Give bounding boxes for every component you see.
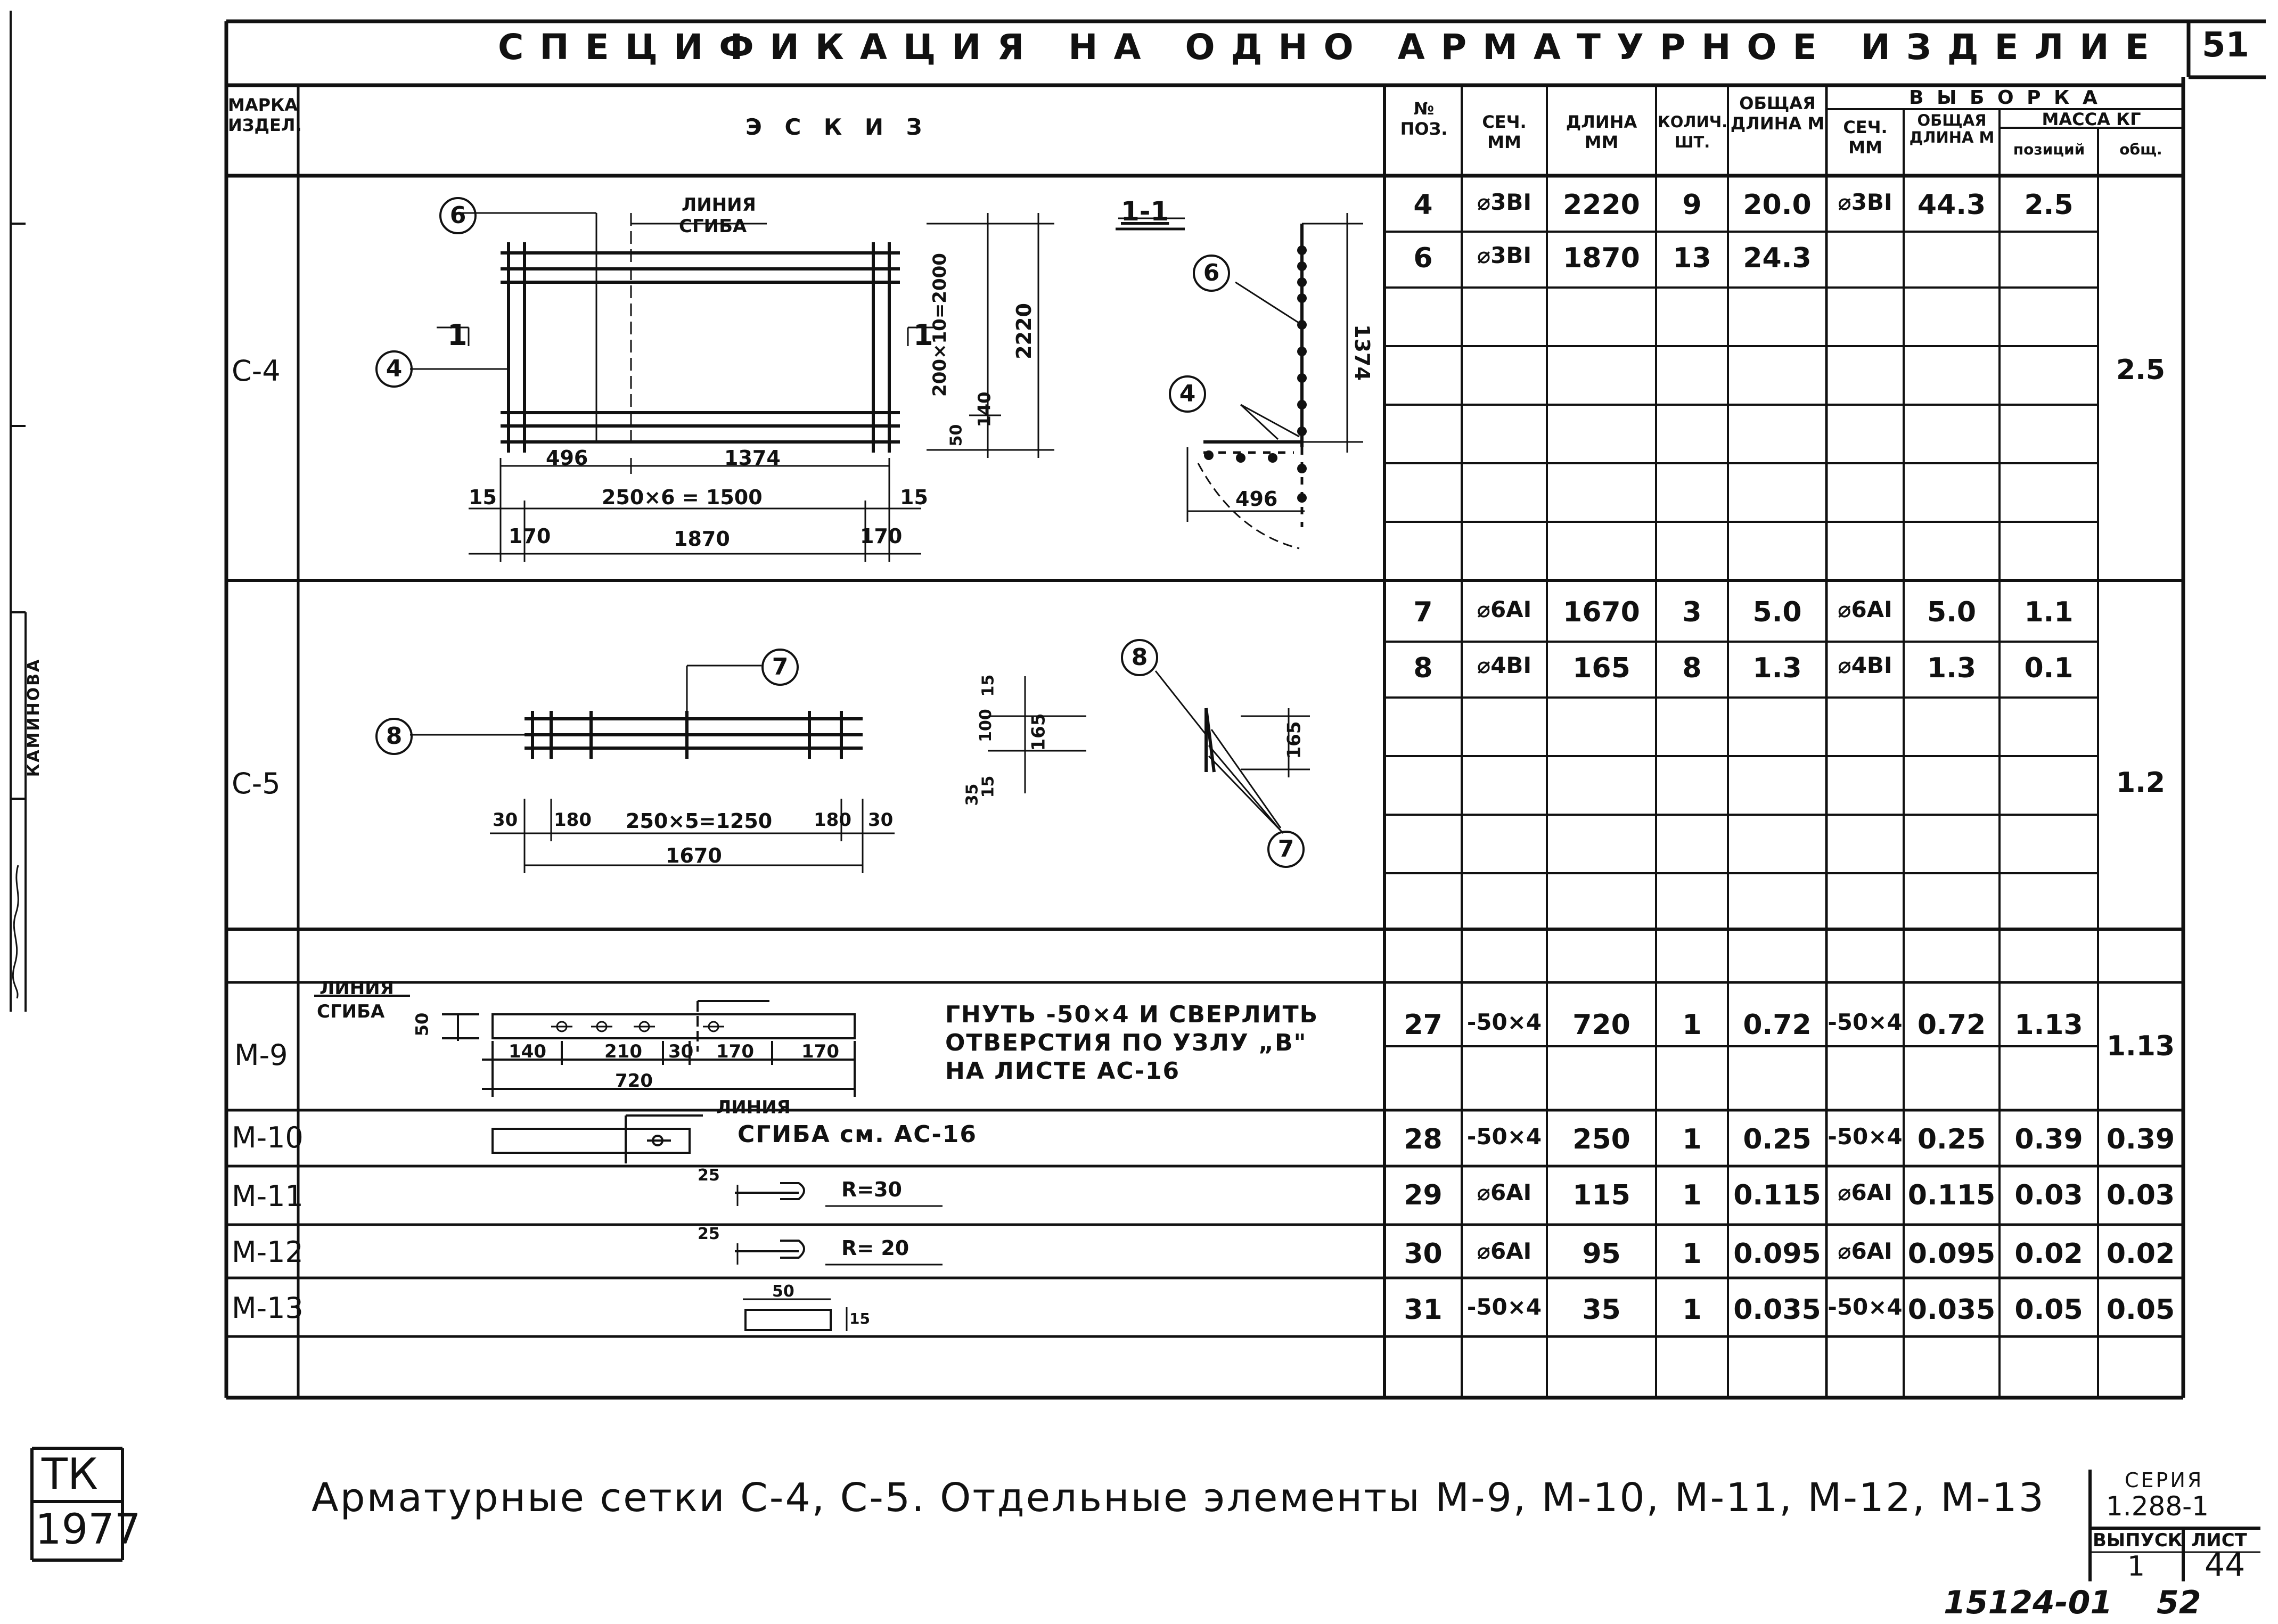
footer-page: 52 (2157, 1584, 2201, 1621)
row-7-mass-obsh: 0.03 (2106, 1179, 2175, 1211)
mass-total-c5: 1.2 (2116, 767, 2166, 799)
mark-m10: М-10 (232, 1121, 304, 1154)
row-5-poz: 27 (1404, 1009, 1443, 1041)
c5-dim-35: 35 (963, 783, 982, 806)
c4-line-label-1: ЛИНИЯ (682, 194, 756, 216)
mark-m11: М-11 (232, 1179, 304, 1213)
c4-section-bubble-4: 4 (1169, 375, 1206, 413)
row-5-dlina: 720 (1572, 1009, 1630, 1041)
row-4-dlina: 165 (1572, 652, 1630, 684)
c4-sec-496: 496 (1235, 487, 1278, 511)
tb-org-2: 1977 (35, 1506, 141, 1554)
tb-org-1: ТК (42, 1449, 98, 1499)
spec-title: СПЕЦИФИКАЦИЯ НА ОДНО АРМАТУРНОЕ ИЗДЕЛИЕ (498, 27, 2165, 68)
c5-dim-180-left: 180 (554, 809, 592, 831)
row-4-mass-poz: 0.1 (2024, 652, 2074, 684)
tb-issue-label: ВЫПУСК (2093, 1530, 2183, 1551)
row-6-mass-obsh: 0.39 (2106, 1123, 2175, 1155)
row-6-obsh: 0.25 (1743, 1123, 1812, 1155)
tb-sheet-value: 44 (2205, 1547, 2246, 1584)
c4-bubble-4: 4 (375, 350, 413, 388)
row-8-v-obsh: 0.095 (1907, 1238, 1996, 1270)
row-6-v-sech: -50×4 (1828, 1123, 1903, 1150)
header-dlina: ДЛИНА ММ (1566, 112, 1637, 152)
row-8-mass-obsh: 0.02 (2106, 1238, 2175, 1270)
row-9-mass-obsh: 0.05 (2106, 1294, 2175, 1326)
row-4-kol: 8 (1682, 652, 1702, 684)
row-3-obsh: 5.0 (1752, 596, 1802, 628)
row-5-kol: 1 (1682, 1009, 1702, 1041)
row-1-mass-poz: 2.5 (2024, 189, 2074, 221)
m9-dim-170-b: 170 (801, 1041, 839, 1062)
row-4-v-obsh: 1.3 (1927, 652, 1977, 684)
row-9-obsh: 0.035 (1733, 1294, 1821, 1326)
c4-dim-170-right: 170 (860, 524, 903, 548)
c5-section-bubble-7: 7 (1267, 831, 1305, 868)
row-8-kol: 1 (1682, 1238, 1702, 1270)
row-4-obsh: 1.3 (1752, 652, 1802, 684)
header-massa-obsh: общ. (2119, 141, 2162, 158)
row-8-dlina: 95 (1582, 1238, 1621, 1270)
sheet-corner-number: 51 (2202, 26, 2250, 65)
c5-section-bubble-8: 8 (1121, 639, 1158, 676)
m9-dim-210: 210 (604, 1041, 642, 1062)
c4-dim-250x6: 250×6 = 1500 (602, 486, 763, 509)
c4-dim-496: 496 (546, 446, 588, 470)
header-poz: № ПОЗ. (1400, 99, 1448, 139)
m12-radius: R= 20 (841, 1236, 909, 1260)
m9-dim-140: 140 (509, 1041, 546, 1062)
row-3-mass-poz: 1.1 (2024, 596, 2074, 628)
mark-m9: М-9 (234, 1038, 288, 1072)
m9-dim-30: 30 (668, 1041, 694, 1062)
m12-dim-25: 25 (698, 1225, 720, 1243)
m9-dim-50: 50 (412, 1012, 432, 1037)
row-1-v-sech: ⌀3ВⅠ (1838, 189, 1892, 215)
row-9-dlina: 35 (1582, 1294, 1621, 1326)
mark-m13: М-13 (232, 1291, 304, 1325)
m13-dim-15: 15 (849, 1310, 870, 1327)
row-4-v-sech: ⌀4ВⅠ (1838, 652, 1892, 678)
c5-dim-180-right: 180 (814, 809, 851, 831)
header-eskiz: Э С К И З (745, 114, 930, 140)
row-8-poz: 30 (1404, 1238, 1443, 1270)
mark-c4: С-4 (232, 354, 281, 388)
c5-dim-165: 165 (1028, 713, 1050, 751)
row-5-obsh: 0.72 (1743, 1009, 1812, 1041)
c5-section-dim-165: 165 (1283, 721, 1305, 759)
row-9-poz: 31 (1404, 1294, 1443, 1326)
footer-code: 15124-01 (1944, 1584, 2113, 1621)
row-6-sech: -50×4 (1466, 1123, 1542, 1150)
c4-dim-170-left: 170 (509, 524, 551, 548)
tb-sheet-label: ЛИСТ (2191, 1530, 2247, 1551)
row-2-kol: 13 (1673, 242, 1711, 274)
c5-dim-30-left: 30 (493, 809, 518, 831)
row-4-poz: 8 (1413, 652, 1433, 684)
m10-line-label: ЛИНИЯ (716, 1097, 791, 1118)
c4-bubble-6: 6 (439, 197, 477, 234)
row-1-sech: ⌀3ВⅠ (1477, 189, 1532, 215)
margin-signature (11, 863, 24, 1001)
row-7-poz: 29 (1404, 1179, 1443, 1211)
row-6-poz: 28 (1404, 1123, 1443, 1155)
row-7-obsh: 0.115 (1733, 1179, 1821, 1211)
m11-radius: R=30 (841, 1178, 902, 1201)
m13-dim-50: 50 (772, 1282, 794, 1301)
c4-dim-15-left: 15 (469, 486, 497, 509)
header-sech: СЕЧ. ММ (1482, 112, 1527, 152)
c5-dim-100: 100 (976, 709, 995, 742)
c4-line-label-2: СГИБА (679, 216, 747, 237)
row-9-v-obsh: 0.035 (1907, 1294, 1996, 1326)
row-8-sech: ⌀6АⅠ (1477, 1238, 1532, 1264)
m10-note: СГИБА см. АС-16 (738, 1121, 977, 1148)
mark-c5: С-5 (232, 767, 281, 800)
row-3-v-obsh: 5.0 (1927, 596, 1977, 628)
c5-bubble-8: 8 (375, 718, 413, 755)
row-6-v-obsh: 0.25 (1917, 1123, 1986, 1155)
header-obsh-dlina: ОБЩАЯ ДЛИНА М (1730, 93, 1825, 134)
m9-dim-170-a: 170 (716, 1041, 754, 1062)
row-3-kol: 3 (1682, 596, 1702, 628)
c4-dim-15-right: 15 (900, 486, 928, 509)
row-9-v-sech: -50×4 (1828, 1294, 1903, 1320)
row-9-sech: -50×4 (1466, 1294, 1542, 1320)
header-vyb-obsh-dlina: ОБЩАЯ ДЛИНА М (1909, 111, 1995, 146)
row-1-v-obsh: 44.3 (1917, 189, 1986, 221)
row-3-sech: ⌀6АⅠ (1477, 596, 1532, 622)
row-6-dlina: 250 (1572, 1123, 1630, 1155)
header-massa: МАССА КГ (2042, 109, 2141, 129)
row-6-mass-poz: 0.39 (2014, 1123, 2083, 1155)
row-8-v-sech: ⌀6АⅠ (1838, 1238, 1892, 1264)
row-7-v-obsh: 0.115 (1907, 1179, 1996, 1211)
row-2-sech: ⌀3ВⅠ (1477, 242, 1532, 268)
tb-drawing-title: Арматурные сетки С-4, С-5. Отдельные элементы М-9, М-10, М-11, М-12, М-13 (312, 1475, 2045, 1521)
row-7-sech: ⌀6АⅠ (1477, 1179, 1532, 1205)
mass-total-m9: 1.13 (2106, 1030, 2175, 1062)
c4-section-bubble-6: 6 (1193, 255, 1230, 292)
row-7-kol: 1 (1682, 1179, 1702, 1211)
mass-total-c4: 2.5 (2116, 354, 2166, 386)
row-2-obsh: 24.3 (1743, 242, 1812, 274)
c5-dim-15-bottom: 15 (979, 775, 998, 798)
row-2-poz: 6 (1413, 242, 1433, 274)
tb-series-label: СЕРИЯ (2125, 1469, 2204, 1492)
row-5-v-obsh: 0.72 (1917, 1009, 1986, 1041)
c4-dim-50: 50 (947, 424, 966, 447)
row-6-kol: 1 (1682, 1123, 1702, 1155)
row-1-kol: 9 (1682, 189, 1702, 221)
header-vyb-sech: СЕЧ. ММ (1843, 117, 1888, 158)
row-5-mass-poz: 1.13 (2014, 1009, 2083, 1041)
c5-bubble-7: 7 (761, 649, 799, 686)
m9-note-1: ГНУТЬ -50×4 И СВЕРЛИТЬ (945, 1001, 1319, 1028)
row-7-dlina: 115 (1572, 1179, 1630, 1211)
m9-line-label-1: ЛИНИЯ (319, 978, 394, 999)
c4-dim-2220: 2220 (1012, 303, 1036, 359)
row-4-sech: ⌀4ВⅠ (1477, 652, 1532, 678)
row-3-v-sech: ⌀6АⅠ (1838, 596, 1892, 622)
c5-dim-1670: 1670 (666, 844, 722, 867)
c4-section-mark-left: 1 (447, 318, 468, 352)
m9-note-3: НА ЛИСТЕ АС-16 (945, 1057, 1181, 1085)
c5-dim-30-right: 30 (868, 809, 894, 831)
tb-issue-value: 1 (2127, 1551, 2145, 1582)
m9-dim-720: 720 (615, 1070, 653, 1092)
header-kol: КОЛИЧ. ШТ. (1658, 113, 1728, 151)
row-9-kol: 1 (1682, 1294, 1702, 1326)
row-9-mass-poz: 0.05 (2014, 1294, 2083, 1326)
c4-dim-vert: 200×10=2000 (929, 253, 950, 397)
row-8-mass-poz: 0.02 (2014, 1238, 2083, 1270)
header-massa-poz: позиций (2013, 141, 2085, 158)
m9-note-2: ОТВЕРСТИЯ ПО УЗЛУ „В" (945, 1029, 1307, 1056)
signature-scribble (11, 863, 24, 1001)
c4-section-label: 1-1 (1121, 196, 1169, 227)
c4-dim-140: 140 (974, 391, 995, 428)
row-7-v-sech: ⌀6АⅠ (1838, 1179, 1892, 1205)
header-marka: МАРКА ИЗДЕЛ. (228, 95, 302, 135)
margin-surname: КАМИНОВА (24, 658, 44, 777)
c4-dim-1374: 1374 (724, 446, 781, 470)
row-7-mass-poz: 0.03 (2014, 1179, 2083, 1211)
row-5-sech: -50×4 (1466, 1009, 1542, 1035)
m9-line-label-2: СГИБА (317, 1001, 385, 1022)
c4-dim-1870: 1870 (674, 527, 730, 551)
row-1-dlina: 2220 (1563, 189, 1640, 221)
row-3-dlina: 1670 (1563, 596, 1640, 628)
row-1-obsh: 20.0 (1743, 189, 1812, 221)
mark-m12: М-12 (232, 1235, 304, 1269)
m11-dim-25: 25 (698, 1166, 720, 1185)
tb-series-value: 1.288-1 (2106, 1491, 2209, 1522)
c4-section-mark-right: 1 (913, 318, 933, 352)
c4-sec-1374: 1374 (1350, 324, 1374, 381)
row-2-dlina: 1870 (1563, 242, 1640, 274)
row-5-v-sech: -50×4 (1828, 1009, 1903, 1035)
row-8-obsh: 0.095 (1733, 1238, 1821, 1270)
c5-dim-250x5: 250×5=1250 (626, 809, 773, 833)
row-3-poz: 7 (1413, 596, 1433, 628)
row-1-poz: 4 (1413, 189, 1433, 221)
c5-dim-15-top: 15 (979, 674, 998, 697)
header-vyborka: В Ы Б О Р К А (1909, 87, 2101, 109)
